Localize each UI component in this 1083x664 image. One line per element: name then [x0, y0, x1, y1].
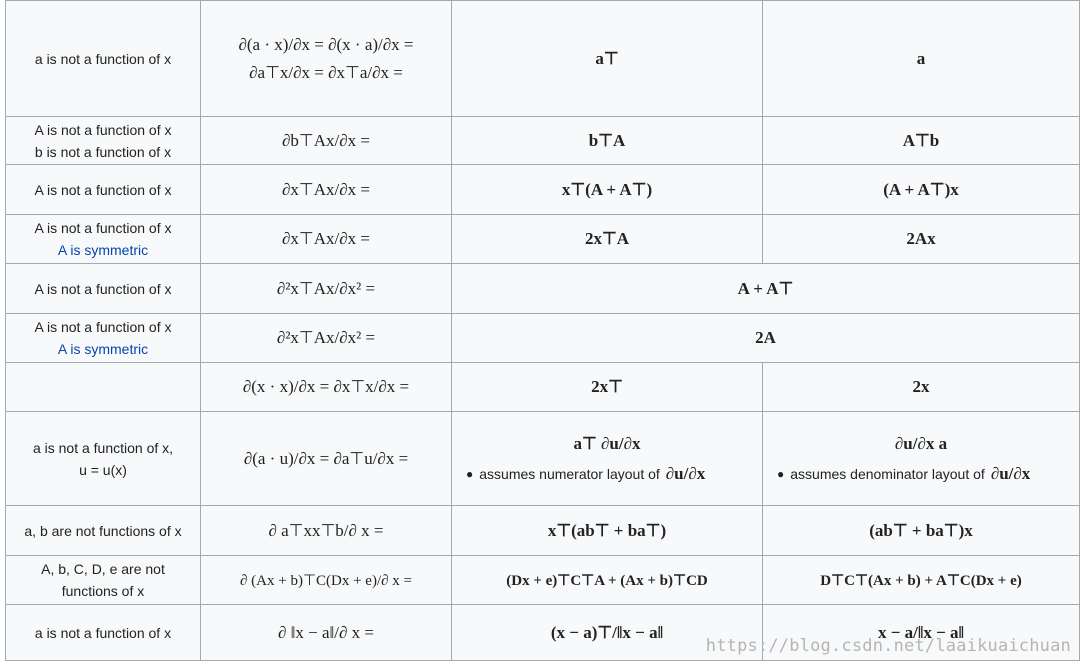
- bullet-icon: ●: [777, 466, 785, 481]
- condition-text: b is not a function of x: [34, 143, 172, 160]
- numerator-expression: a⊤ ∂u/∂x: [573, 433, 641, 453]
- numerator-layout-cell: 2x⊤: [452, 363, 763, 412]
- numerator-layout-cell: b⊤A: [452, 117, 763, 165]
- watermark-text: https://blog.csdn.net/laaikuaichuan: [705, 636, 1071, 656]
- expression-cell: [201, 1, 452, 117]
- condition-text: A is not a function of x: [34, 181, 172, 198]
- expression-cell: ∂²x⊤Ax/∂x² =: [201, 314, 452, 363]
- shared-result-cell: A + A⊤: [452, 264, 1080, 314]
- denominator-layout-cell: 2Ax: [763, 215, 1080, 264]
- numerator-layout-cell: (Dx + e)⊤C⊤A + (Ax + b)⊤CD: [452, 556, 763, 605]
- condition-cell: [6, 363, 201, 412]
- denominator-layout-cell: D⊤C⊤(Ax + b) + A⊤C(Dx + e): [763, 556, 1080, 605]
- table-row: [6, 165, 1080, 215]
- condition-cell: [6, 264, 201, 314]
- condition-text: A, b, C, D, e are not: [41, 561, 165, 577]
- numerator-layout-cell: (x − a)⊤/‖x − a‖: [452, 605, 763, 661]
- note-fraction: ∂u/∂x: [665, 463, 706, 483]
- table-row: [6, 264, 1080, 314]
- expression-cell: ∂²x⊤Ax/∂x² =: [201, 264, 452, 314]
- condition-cell: [6, 165, 201, 215]
- table-row: [6, 314, 1080, 363]
- numerator-layout-cell: a⊤: [452, 1, 763, 117]
- expression-cell: ∂(a · u)/∂x = ∂a⊤u/∂x =: [201, 412, 452, 506]
- condition-cell: [6, 556, 201, 605]
- numerator-layout-cell: [452, 412, 763, 506]
- denominator-layout-cell: x − a/‖x − a‖: [763, 605, 1080, 661]
- note-text: assumes numerator layout of: [479, 465, 660, 482]
- condition-text: a is not a function of x: [34, 50, 172, 67]
- expression-cell: ∂x⊤Ax/∂x =: [201, 165, 452, 215]
- symmetric-link[interactable]: A is symmetric: [57, 341, 149, 357]
- condition-text: u = u(x): [79, 461, 127, 478]
- symmetric-link[interactable]: A is symmetric: [57, 242, 149, 258]
- layout-note: [763, 464, 1079, 484]
- condition-text: A is not a function of x: [34, 121, 172, 138]
- numerator-layout-cell: x⊤(ab⊤ + ba⊤): [452, 506, 763, 556]
- condition-cell: [6, 412, 201, 506]
- condition-text: A is not a function of x: [34, 319, 172, 335]
- condition-cell: [6, 1, 201, 117]
- expression-cell: ∂b⊤Ax/∂x =: [201, 117, 452, 165]
- table-row: [6, 1, 1080, 117]
- denominator-layout-cell: (A + A⊤)x: [763, 165, 1080, 215]
- condition-text: functions of x: [61, 583, 145, 599]
- table-row: [6, 215, 1080, 264]
- note-fraction: ∂u/∂x: [990, 463, 1031, 483]
- bullet-icon: ●: [466, 466, 474, 481]
- table-row: [6, 412, 1080, 506]
- note-text: assumes denominator layout of: [790, 465, 985, 482]
- condition-cell: [6, 506, 201, 556]
- denominator-layout-cell: A⊤b: [763, 117, 1080, 165]
- condition-cell: [6, 605, 201, 661]
- expression-cell: ∂x⊤Ax/∂x =: [201, 215, 452, 264]
- condition-cell: [6, 314, 201, 363]
- table-row: [6, 363, 1080, 412]
- expression-cell: ∂ ‖x − a‖/∂ x =: [201, 605, 452, 661]
- denominator-layout-cell: [763, 412, 1080, 506]
- matrix-derivatives-table: [5, 0, 1080, 661]
- condition-cell: [6, 215, 201, 264]
- condition-text: A is not a function of x: [34, 220, 172, 236]
- numerator-layout-cell: x⊤(A + A⊤): [452, 165, 763, 215]
- denominator-layout-cell: a: [763, 1, 1080, 117]
- table-row: [6, 556, 1080, 605]
- expression-cell: ∂(x · x)/∂x = ∂x⊤x/∂x =: [201, 363, 452, 412]
- expression-stack: ∂(a · x)/∂x = ∂(x · a)/∂x =: [238, 34, 414, 54]
- denominator-expression: ∂u/∂x a: [894, 433, 948, 453]
- expression-cell: ∂ (Ax + b)⊤C(Dx + e)/∂ x =: [201, 556, 452, 605]
- expression-line: ∂a⊤x/∂x = ∂x⊤a/∂x =: [249, 62, 403, 82]
- numerator-layout-cell: 2x⊤A: [452, 215, 763, 264]
- denominator-layout-cell: 2x: [763, 363, 1080, 412]
- condition-text: A is not a function of x: [34, 280, 172, 297]
- condition-text: a, b are not functions of x: [24, 522, 182, 539]
- expression-cell: ∂ a⊤xx⊤b/∂ x =: [201, 506, 452, 556]
- layout-note: [452, 464, 762, 484]
- condition-text: a is not a function of x: [34, 624, 172, 641]
- table-row: [6, 506, 1080, 556]
- condition-text: a is not a function of x,: [32, 439, 174, 456]
- table-row: [6, 117, 1080, 165]
- denominator-layout-cell: (ab⊤ + ba⊤)x: [763, 506, 1080, 556]
- shared-result-cell: 2A: [452, 314, 1080, 363]
- condition-cell: [6, 117, 201, 165]
